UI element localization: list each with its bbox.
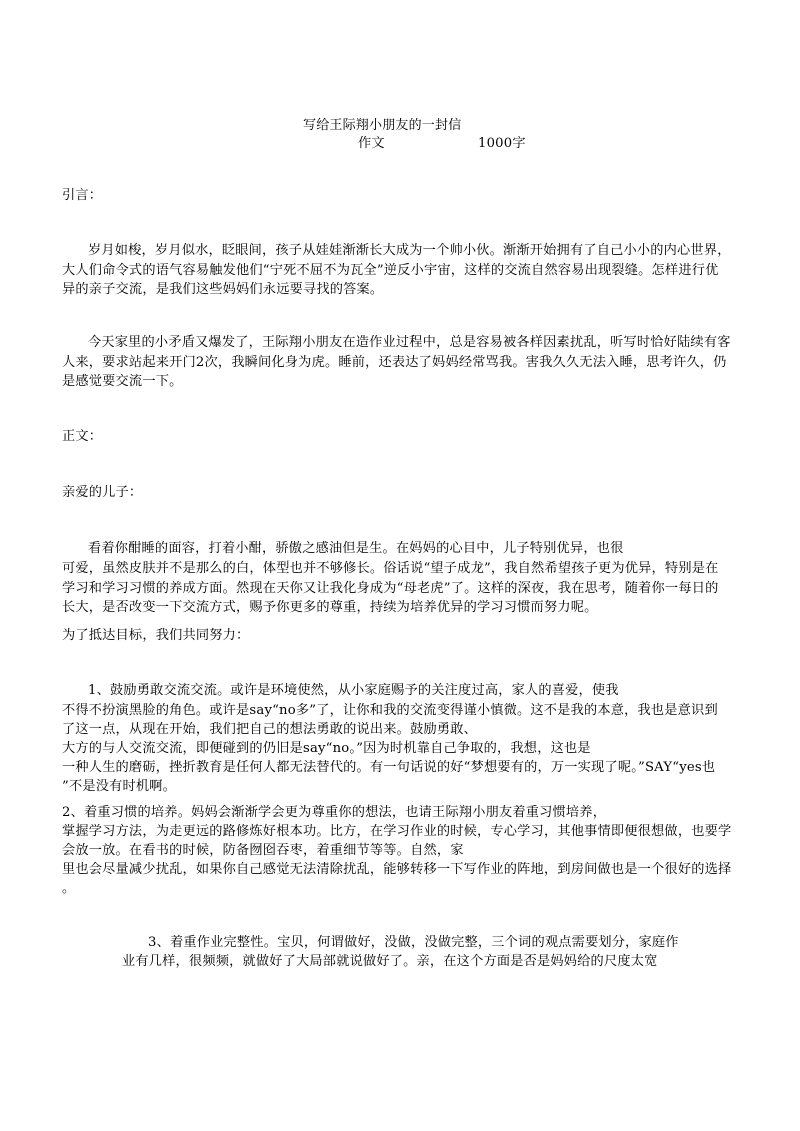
subtitle-word-count: 1000字 (478, 136, 526, 151)
paragraph-line: 3、着重作业完整性。宝贝，何谓做好，没做，没做完整，三个词的观点需要划分，家庭作 (148, 935, 679, 950)
paragraph-line: 会放一放。在看书的时候，防备囫囵吞枣，着重细节等等。自然，家 (62, 843, 464, 858)
paragraph-line: 看着你酣睡的面容，打着小酣，骄傲之感油但是生。在妈妈的心目中，儿子特别优异，也很 (88, 541, 624, 556)
paragraph-line: 是感觉要交流一下。 (62, 374, 183, 389)
body-label: 正文： (62, 429, 103, 444)
paragraph-line: ”不是没有时机啊。 (62, 779, 177, 794)
paragraph-line: 掌握学习方法，为走更远的路修炼好根本功。比方，在学习作业的时候，专心学习，其他事情即便很想做，也要学 (62, 824, 732, 839)
paragraph-line: 2、着重习惯的培养。妈妈会渐渐学会更为尊重你的想法，也请王际翔小朋友着重习惯培养， (62, 805, 607, 820)
paragraph-line: 今天家里的小矛盾又爆发了，王际翔小朋友在造作业过程中，总是容易被各样因素扰乱，听写时恰好陆续有客 (88, 335, 731, 350)
document-title: 写给王际翔小朋友的一封信 (303, 118, 462, 133)
paragraph-line: 了这一点，从现在开始，我们把自己的想法勇敢的说出来。鼓励勇敢、 (62, 722, 478, 737)
paragraph-line: 长大，是否改变一下交流方式，赐予你更多的尊重，持续为培养优异的学习习惯而努力呢。 (62, 600, 598, 615)
paragraph-line: 大方的与人交流交流，即便碰到的仍旧是say“no。”因为时机靠自己争取的，我想，这也是 (62, 741, 591, 756)
paragraph-line: 。 (62, 881, 76, 896)
paragraph-line: 一种人生的磨砺，挫折教育是任何人都无法替代的。有一句话说的好“梦想要有的，万一实现了呢。”SAY“yes也 (62, 760, 716, 775)
intro-label: 引言： (62, 188, 103, 203)
paragraph-line: 人来，要求站起来开门2次，我瞬间化身为虎。睡前，还表达了妈妈经常骂我。害我久久无法入睡，思考许久，仍 (62, 355, 727, 370)
goal-heading: 为了抵达目标，我们共同努力： (62, 628, 250, 643)
paragraph-line: 里也会尽量减少扰乱，如果你自己感觉无法清除扰乱，能够转移一下写作业的阵地，到房间做也是一个很好的选择 (62, 862, 732, 877)
subtitle-type: 作文 (358, 136, 385, 151)
paragraph-line: 大人们命令式的语气容易触发他们“宁死不屈不为瓦全”逆反小宇宙，这样的交流自然容易出现裂缝。怎样进行优 (62, 263, 719, 278)
paragraph-line: 异的亲子交流，是我们这些妈妈们永远要寻找的答案。 (62, 282, 384, 297)
greeting: 亲爱的儿子： (62, 485, 143, 500)
paragraph-line: 不得不扮演黑脸的角色。或许是say“no多”了，让你和我的交流变得谨小慎微。这不是我的本意，我也是意识到 (62, 703, 718, 718)
paragraph-line: 学习和学习习惯的养成方面。然现在天你又让我化身成为“母老虎”了。这样的深夜，我在思考，随着你一每日的 (62, 581, 719, 596)
paragraph-line: 业有几样，很频频，就做好了大局部就说做好了。亲，在这个方面是否是妈妈给的尺度太宽 (122, 954, 658, 969)
paragraph-line: 可爱，虽然皮肤并不是那么的白，体型也并不够修长。俗话说“望子成龙”，我自然希望孩子更为优异，特别是在 (62, 561, 719, 576)
paragraph-line: 岁月如梭，岁月似水，眨眼间，孩子从娃娃渐渐长大成为一个帅小伙。渐渐开始拥有了自己小小的内心世界， (88, 243, 731, 258)
paragraph-line: 1、鼓励勇敢交流交流。或许是环境使然，从小家庭赐予的关注度过高，家人的喜爱，使我 (88, 683, 619, 698)
